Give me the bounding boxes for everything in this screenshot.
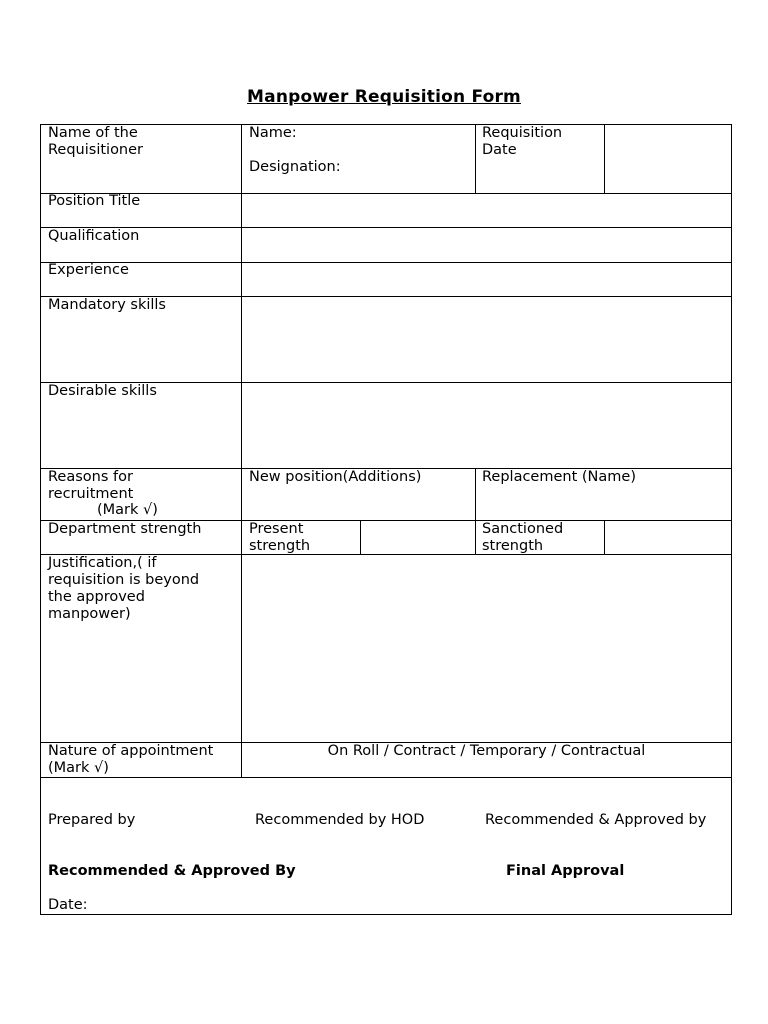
- cell-divider: [475, 468, 476, 520]
- position-title-label: Position Title: [48, 193, 141, 209]
- final-approval-heading: Final Approval: [506, 863, 625, 879]
- reasons-label-line2: recruitment: [48, 486, 134, 502]
- date-label: Date:: [48, 897, 88, 913]
- requisitioner-label-line1: Name of the: [48, 125, 138, 141]
- border-bottom: [40, 914, 732, 915]
- row-divider: [40, 262, 732, 263]
- justification-label-line2: requisition is beyond: [48, 572, 200, 588]
- experience-label: Experience: [48, 262, 129, 278]
- row-divider: [40, 777, 732, 778]
- requisition-date-label-line1: Requisition: [482, 125, 563, 141]
- reasons-label-line3: (Mark √): [97, 502, 158, 518]
- border-top: [40, 124, 732, 125]
- recommended-by-hod-label: Recommended by HOD: [255, 812, 425, 828]
- requisition-form-table: [40, 124, 732, 915]
- cell-divider: [360, 520, 361, 554]
- name-label: Name:: [249, 125, 297, 141]
- department-strength-label: Department strength: [48, 521, 202, 537]
- form-title: Manpower Requisition Form: [247, 87, 521, 107]
- appointment-label-line2: (Mark √): [48, 760, 109, 776]
- sanctioned-strength-label-line1: Sanctioned: [482, 521, 564, 537]
- qualification-label: Qualification: [48, 228, 140, 244]
- replacement-label: Replacement (Name): [482, 469, 636, 485]
- appointment-label-line1: Nature of appointment: [48, 743, 214, 759]
- cell-divider: [604, 520, 605, 554]
- justification-label-line1: Justification,( if: [48, 555, 157, 571]
- justification-label-line4: manpower): [48, 606, 131, 622]
- new-position-label: New position(Additions): [249, 469, 422, 485]
- recommended-approved-by-heading: Recommended & Approved By: [48, 863, 296, 879]
- sanctioned-strength-label-line2: strength: [482, 538, 544, 554]
- cell-divider: [604, 124, 605, 193]
- present-strength-label-line1: Present: [249, 521, 304, 537]
- row-divider: [40, 193, 732, 194]
- justification-label-line3: the approved: [48, 589, 145, 605]
- row-divider: [40, 227, 732, 228]
- prepared-by-label: Prepared by: [48, 812, 136, 828]
- label-column-divider: [241, 124, 242, 777]
- desirable-skills-label: Desirable skills: [48, 383, 157, 399]
- reasons-label-line1: Reasons for: [48, 469, 133, 485]
- present-strength-label-line2: strength: [249, 538, 311, 554]
- cell-divider: [475, 124, 476, 193]
- cell-divider: [475, 520, 476, 554]
- requisition-date-label-line2: Date: [482, 142, 517, 158]
- requisitioner-label-line2: Requisitioner: [48, 142, 144, 158]
- appointment-options: On Roll / Contract / Temporary / Contractual: [327, 743, 646, 759]
- mandatory-skills-label: Mandatory skills: [48, 297, 166, 313]
- recommended-approved-by-label: Recommended & Approved by: [485, 812, 707, 828]
- designation-label: Designation:: [249, 159, 341, 175]
